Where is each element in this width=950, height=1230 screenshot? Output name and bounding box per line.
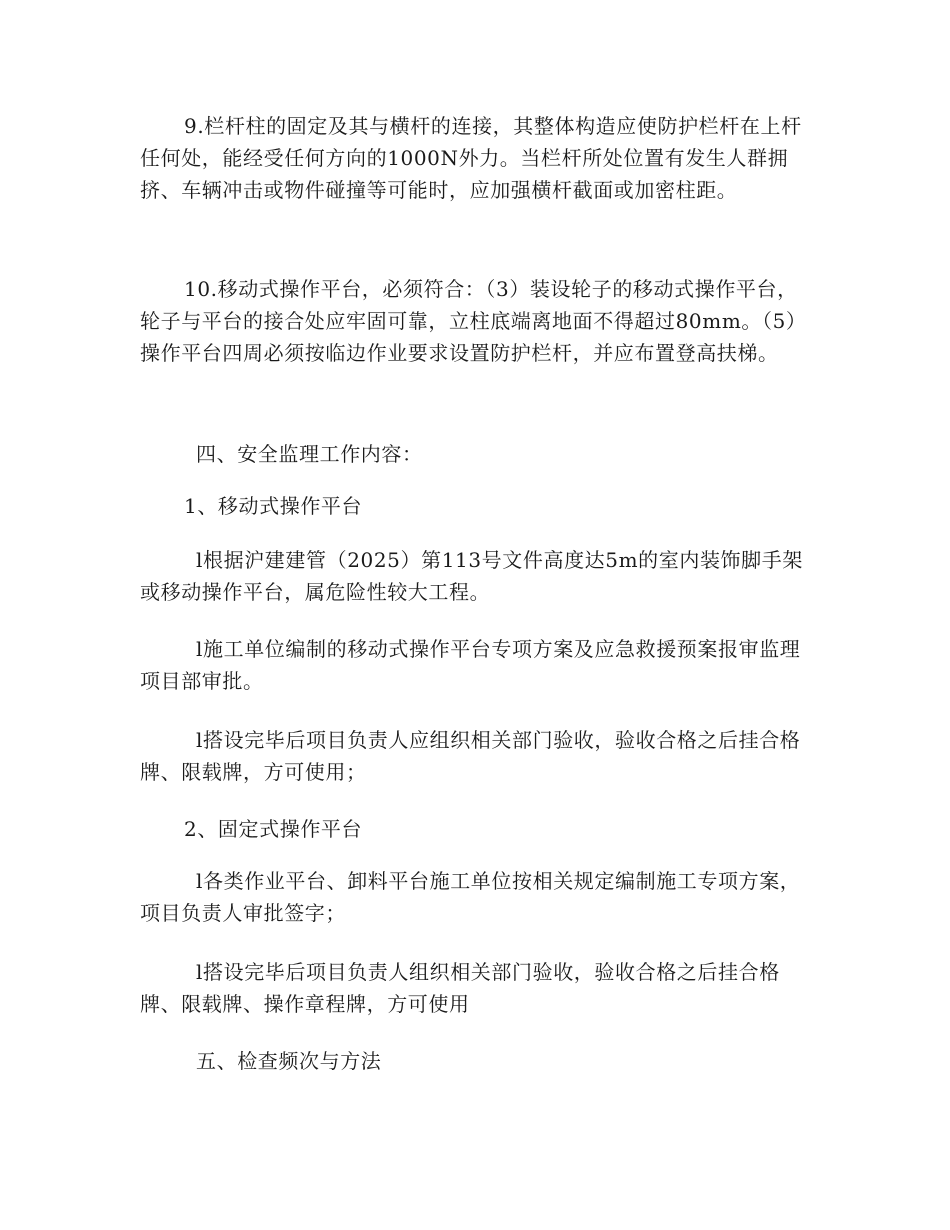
section-heading-safety-supervision: 四、安全监理工作内容： — [196, 442, 423, 466]
bullet-fixed-platform-acceptance: l搭设完毕后项目负责人组织相关部门验收，验收合格之后挂合格牌、限载牌、操作章程牌，方可使用 — [140, 960, 780, 1016]
bullet-fixed-platform-plan: l各类作业平台、卸料平台施工单位按相关规定编制施工专项方案，项目负责人审批签字； — [140, 869, 801, 925]
bullet-dangerous-project: l根据沪建建管（2025）第113号文件高度达5m的室内装饰脚手架或移动操作平台，属危险性较大工程。 — [140, 548, 803, 604]
paragraph-railing-post: 9.栏杆柱的固定及其与横杆的连接，其整体构造应使防护栏杆在上杆任何处，能经受任何方向的1000N外力。当栏杆所处位置有发生人群拥挤、车辆冲击或物件碰撞等可能时，应加强横杆截面或加密柱距。 — [140, 114, 802, 202]
subsection-heading-fixed-platform: 2、固定式操作平台 — [184, 817, 363, 841]
bullet-acceptance-inspection: l搭设完毕后项目负责人应组织相关部门验收，验收合格之后挂合格牌、限载牌，方可使用； — [140, 728, 801, 784]
section-heading-inspection-frequency: 五、检查频次与方法 — [196, 1049, 382, 1073]
bullet-special-plan-approval: l施工单位编制的移动式操作平台专项方案及应急救援预案报审监理项目部审批。 — [140, 637, 801, 693]
subsection-heading-mobile-platform: 1、移动式操作平台 — [184, 494, 363, 518]
paragraph-mobile-platform-requirements: 10.移动式操作平台，必须符合：（3）装设轮子的移动式操作平台，轮子与平台的接合处应牢固可靠，立柱底端离地面不得超过80mm。（5）操作平台四周必须按临边作业要求设置防护栏杆，并应布置登高扶梯。 — [140, 277, 798, 365]
